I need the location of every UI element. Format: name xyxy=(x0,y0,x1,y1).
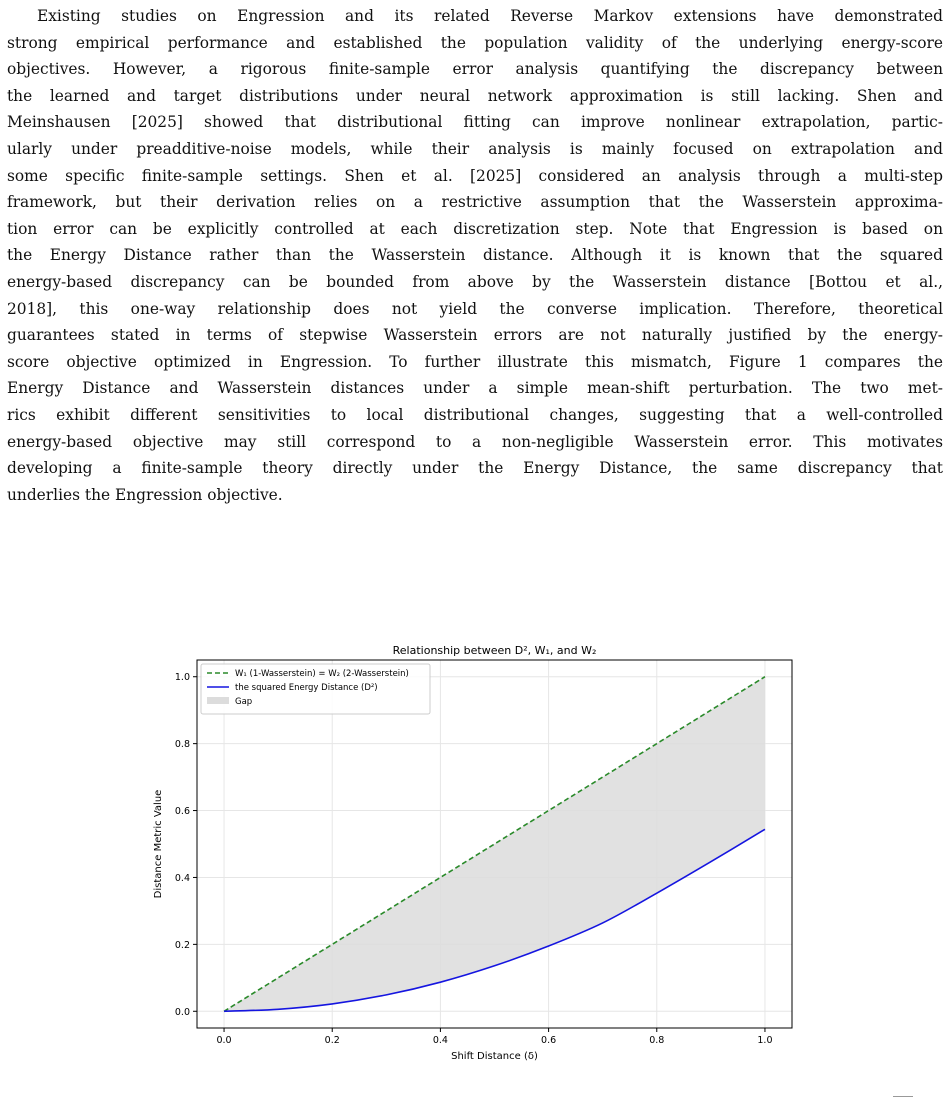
paragraph-line: strong empirical performance and established the population validity of the underlying energy-score xyxy=(7,33,943,52)
paragraph-line: energy-based discrepancy can be bounded from above by the Wasserstein distance [Bottou et al., xyxy=(7,272,943,291)
chart-title: Relationship between D², W₁, and W₂ xyxy=(392,644,597,657)
paragraph-line: Energy Distance and Wasserstein distances under a simple mean-shift perturbation. The two met- xyxy=(7,379,943,398)
y-tick-label: 0.0 xyxy=(174,1006,190,1018)
paragraph-line: some specific finite-sample settings. Shen et al. [2025] considered an analysis through a multi-step xyxy=(7,166,943,185)
x-tick-label: 0.8 xyxy=(649,1035,665,1046)
page-corner-mark xyxy=(893,1096,913,1097)
y-tick-label: 0.8 xyxy=(174,739,190,751)
paragraph-line: 2018], this one-way relationship does not yield the converse implication. Therefore, theoretical xyxy=(7,299,943,318)
legend-label-wasserstein: W₁ (1-Wasserstein) = W₂ (2-Wasserstein) xyxy=(235,669,409,679)
paragraph-line: developing a finite-sample theory directly under the Energy Distance, the same discrepancy that xyxy=(7,459,943,478)
paragraph-line: Existing studies on Engression and its related Reverse Markov extensions have demonstrated xyxy=(37,7,943,25)
paragraph-line: rics exhibit different sensitivities to local distributional changes, suggesting that a well-controlled xyxy=(7,405,943,424)
paragraph-line: Meinshausen [2025] showed that distributional fitting can improve nonlinear extrapolation, partic- xyxy=(7,113,943,132)
x-tick-label: 0.6 xyxy=(541,1035,557,1046)
paragraph-line: ularly under preadditive-noise models, while their analysis is mainly focused on extrapolation and xyxy=(7,139,943,158)
y-tick-label: 1.0 xyxy=(174,672,190,684)
paragraph-line: score objective optimized in Engression. To further illustrate this mismatch, Figure 1 compares the xyxy=(7,352,943,371)
chart-legend xyxy=(201,664,430,714)
paragraph-line: objectives. However, a rigorous finite-sample error analysis quantifying the discrepancy between xyxy=(7,60,943,79)
legend-label-gap: Gap xyxy=(235,697,253,707)
y-tick-label: 0.6 xyxy=(174,806,190,818)
legend-label-energy: the squared Energy Distance (D²) xyxy=(235,683,378,693)
figure-1-chart xyxy=(140,640,800,1080)
y-axis-label: Distance Metric Value xyxy=(153,789,164,899)
y-tick-label: 0.4 xyxy=(174,872,190,884)
paragraph-line: the learned and target distributions under neural network approximation is still lacking. Shen and xyxy=(7,86,943,105)
paragraph-line: energy-based objective may still correspond to a non-negligible Wasserstein error. This motivates xyxy=(7,432,943,451)
paragraph-line: the Energy Distance rather than the Wasserstein distance. Although it is known that the squared xyxy=(7,246,943,265)
paragraph-line: underlies the Engression objective. xyxy=(7,485,283,504)
x-axis-label: Shift Distance (δ) xyxy=(451,1051,538,1062)
paragraph-line: guarantees stated in terms of stepwise Wasserstein errors are not naturally justified by the energy- xyxy=(7,326,943,345)
y-tick-label: 0.2 xyxy=(174,939,190,951)
x-tick-label: 1.0 xyxy=(757,1035,773,1046)
legend-swatch-gap xyxy=(207,697,229,704)
x-tick-label: 0.4 xyxy=(432,1035,448,1046)
x-tick-label: 0.0 xyxy=(216,1035,232,1046)
paragraph-line: tion error can be explicitly controlled at each discretization step. Note that Engression is based on xyxy=(7,219,943,238)
paragraph-line: framework, but their derivation relies on a restrictive assumption that the Wasserstein approxima- xyxy=(7,193,943,212)
x-tick-label: 0.2 xyxy=(324,1035,340,1046)
body-paragraph xyxy=(7,3,943,508)
